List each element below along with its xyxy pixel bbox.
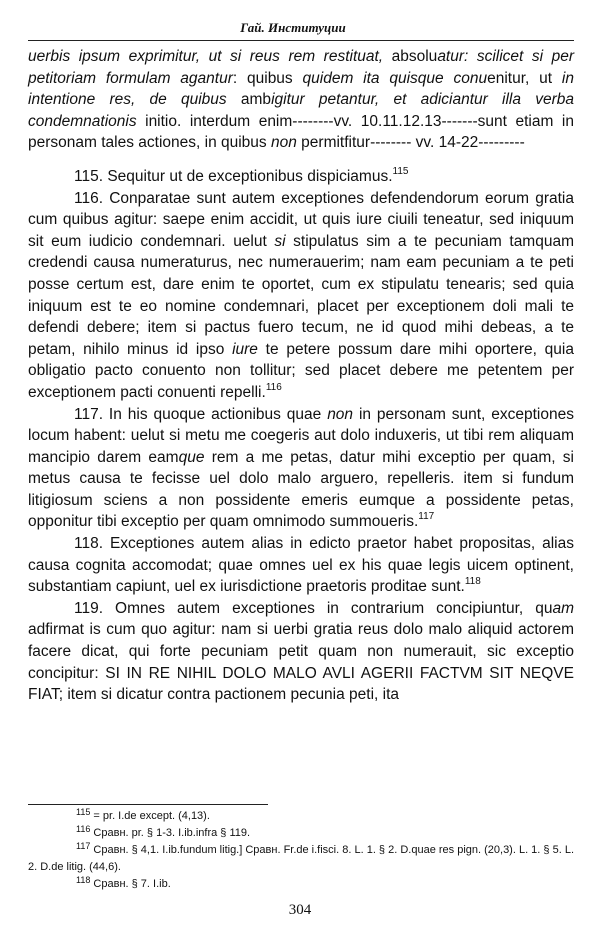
paragraph-115: 115. Sequitur ut de exceptionibus dispiciamus.$^{115}$	[74, 165, 409, 185]
footnote-116: $^{116}$ Сравн. pr. § 1-3. I.ib.infra § 119.	[76, 824, 251, 839]
paragraph-119: 119. Omnes autem exceptiones in contrarium concipiuntur, quam adfirmat is cum quo agitur: nam si uerbi gratia reus dolo malo aliquid actorem facere dicat, qui forte pecuniam petit quam non numerauit, sic exceptio concipitur: SI IN RE NIHIL DOLO MALO AVLI AGERII FACTVM SIT NEQVE FIAT; item si dicatur contra pactionem pecunia peti, ita	[28, 599, 574, 704]
footnote-ref-116[interactable]: 116	[265, 381, 282, 393]
footnote-ref-115[interactable]: 115	[392, 165, 409, 177]
footnotes	[28, 808, 574, 893]
paragraph-116: 116. Conparatae sunt autem exceptiones defendendorum eorum gratia cum quibus agitur: saepe enim accidit, ut quis iure ciuili teneatur, sed iniquum sit eum iudicio condemnari. uelut si stipulatus sim a te pecuniam tamquam credendi causa numeraturus, nec numerauerim; nam eam pecuniam a te peti posse certum est, dare enim te oportet, cum ex stipulatu tenearis; sed quia iniquum est te eo nomine condemnari, placet per exceptionem doli mali te defendi debere; item si pactus fuero tecum, ne id quod mihi debeas, a te petam, nihilo minus id ipso iure te petere possum dare mihi oportere, quia obligatio pacto conuento non tollitur; sed placet debere me petentem per exceptionem pacti conuenti repelli.$^{116}$	[28, 189, 574, 401]
paragraph-gap	[28, 154, 574, 166]
paragraph-118: 118. Exceptiones autem alias in edicto praetor habet propositas, alias causa cognita accomodat; quae omnes uel ex his quae legis uicem optinent, substantiam capiunt, uel ex iurisdictione praetoris proditae sunt.$^{118}$	[28, 535, 574, 596]
footnote-rule	[28, 804, 268, 805]
footnote-118: $^{118}$ Сравн. § 7. I.ib.	[76, 875, 171, 890]
footnote-115: $^{115}$ = pr. I.de except. (4,13).	[76, 807, 210, 822]
paragraph-intro: uerbis ipsum exprimitur, ut si reus rem restituat, absoluatur: scilicet si per petitoriam formulam agantur: quibus quidem ita quisque conuenitur, ut in intentione res, de quibus ambigitur petantur, et adiciantur illa verba condemnationis initio. interdum enim--------vv. 10.11.12.13-------sunt etiam in personam tales actiones, in quibus non permitfitur-------- vv. 14-22---------	[28, 48, 574, 152]
page-number: 304	[288, 902, 312, 918]
main-text	[28, 46, 574, 706]
footnote-117: $^{117}$ Сравн. § 4,1. I.ib.fundum litig.] Сравн. Fr.de i.fisci. 8. L. 1. § 2. D.quae res pign. (20,3). L. 1. § 5. L. 2. D.de litig. (44,6).	[28, 841, 574, 873]
footnote-ref-118[interactable]: 118	[464, 576, 481, 588]
paragraph-117: 117. In his quoque actionibus quae non in personam sunt, exceptiones locum habent: uelut si metu me coegeris aut dolo induxeris, ut tibi rem aliquam mancipio darem eamque rem a me petas, datur mihi exceptio per quam, si metus causa te fecisse uel dolo malo arguero, repelleris. item si fundum litigiosum sciens a non possidente emeris eumque a possidente petas, opponitur tibi exceptio per quam omnimodo summoueris.$^{117}$	[28, 405, 575, 531]
footnote-ref-117[interactable]: 117	[418, 511, 435, 523]
running-header: Гай. Институции	[240, 20, 346, 35]
header-rule	[28, 40, 574, 41]
